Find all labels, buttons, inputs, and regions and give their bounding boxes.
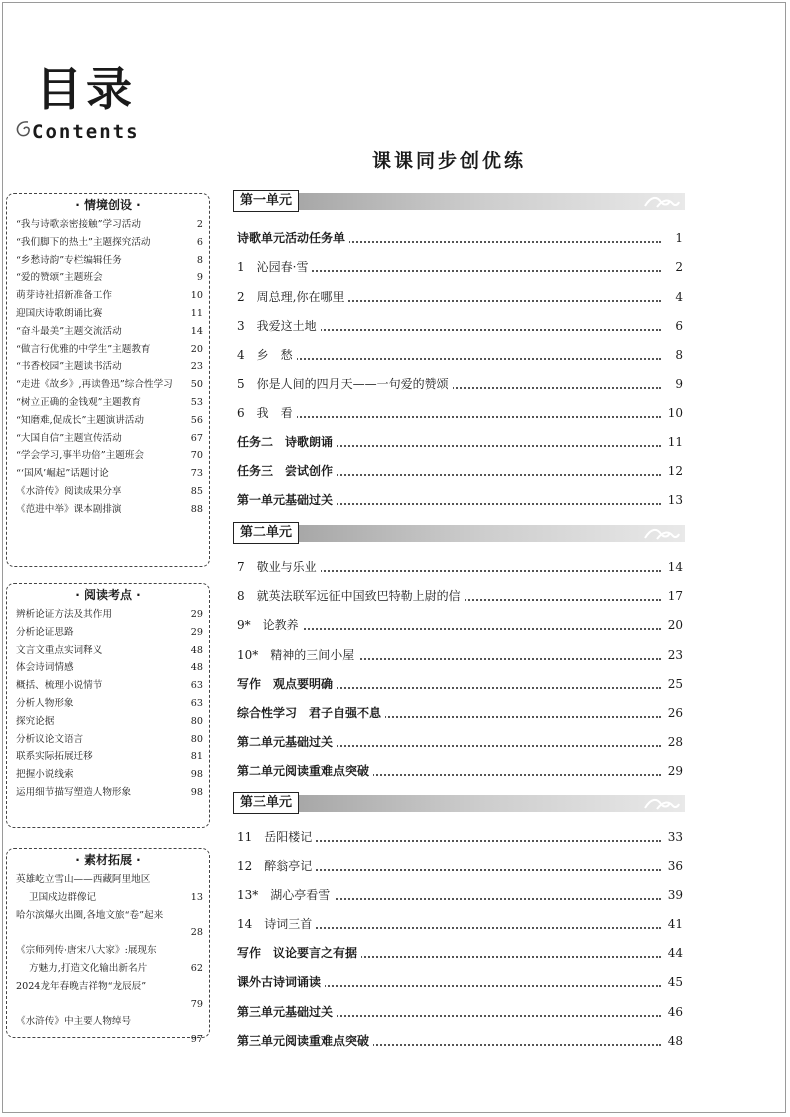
toc-entry-title: 第三单元阅读重难点突破 xyxy=(237,1034,370,1048)
toc-entry-number: 13* xyxy=(237,888,259,902)
sidebar-entry-continued xyxy=(7,924,209,942)
sidebar-entry-label: “做言行优雅的中学生”主题教育 xyxy=(16,343,151,355)
leader-dots xyxy=(237,416,661,418)
toc-entry-title: 敬业与乐业 xyxy=(256,560,317,574)
sidebar-entry-page: 62 xyxy=(190,962,203,974)
sidebar-entry-label: 把握小说线索 xyxy=(16,769,74,781)
toc-entry[interactable] xyxy=(237,703,683,723)
toc-entry-label xyxy=(237,403,297,423)
toc-entry-page: 44 xyxy=(664,943,683,963)
sidebar-entry-continued xyxy=(7,996,209,1014)
sidebar-entry[interactable] xyxy=(7,659,209,677)
toc-entry-page: 46 xyxy=(664,1002,683,1022)
sidebar-entry-label: 《水浒传》阅读成果分享 xyxy=(16,485,122,497)
unit-header-bar xyxy=(233,193,685,210)
toc-entry-number: 12 xyxy=(237,859,253,873)
sidebar-entry-continued xyxy=(7,889,209,907)
toc-entry-title: 就英法联军远征中国致巴特勒上尉的信 xyxy=(256,589,461,603)
toc-entry-page: 48 xyxy=(664,1031,683,1051)
toc-entry[interactable] xyxy=(237,615,683,635)
sidebar-entry-page: 85 xyxy=(190,485,203,497)
toc-entry-page: 8 xyxy=(671,345,683,365)
sidebar-entry-page: 8 xyxy=(196,254,203,266)
sidebar-entry-label: 文言文重点实词释义 xyxy=(16,644,103,656)
toc-entry[interactable] xyxy=(237,885,683,905)
toc-entry-page: 10 xyxy=(664,403,683,423)
situation-box-title: · 情境创设 · xyxy=(75,198,141,212)
toc-entry-page: 17 xyxy=(664,586,683,606)
sidebar-entry-page: 14 xyxy=(190,325,203,337)
unit-header-bar xyxy=(233,525,685,542)
sidebar-entry[interactable] xyxy=(7,323,209,341)
toc-entry-title: 第一单元基础过关 xyxy=(237,493,334,507)
sidebar-entry-label: 哈尔滨爆火出圈,各地文旅“卷”起来 xyxy=(16,909,164,921)
toc-entry[interactable] xyxy=(237,674,683,694)
toc-entry-number: 4 xyxy=(237,348,245,362)
toc-entry-page: 11 xyxy=(664,432,683,452)
sidebar-entry-page: 13 xyxy=(190,891,203,903)
toc-entry-title: 综合性学习 君子自强不息 xyxy=(237,706,382,720)
sidebar-entry-label: 《水浒传》中主要人物绰号 xyxy=(16,1016,132,1028)
sidebar-entry-label: 分析论证思路 xyxy=(16,626,74,638)
toc-entry-title: 你是人间的四月天——一句爱的赞颂 xyxy=(256,377,449,391)
toc-entry-number: 1 xyxy=(237,260,245,274)
sidebar-entry[interactable] xyxy=(7,216,209,234)
wave-ornament-icon xyxy=(643,794,681,812)
toc-entry-title: 第二单元基础过关 xyxy=(237,735,334,749)
sidebar-entry-label: 2024龙年春晚吉祥物“龙辰辰” xyxy=(16,980,147,992)
toc-entry-page: 13 xyxy=(664,490,683,510)
toc-entry-title: 醉翁亭记 xyxy=(264,859,313,873)
sidebar-entry-label: “我们脚下的热土”主题探究活动 xyxy=(16,236,151,248)
sidebar-entry-label: 迎国庆诗歌朗诵比赛 xyxy=(16,307,103,319)
sidebar-entry-page: 6 xyxy=(196,236,203,248)
sidebar-entry-label-continued: 方魅力,打造文化输出新名片 xyxy=(29,962,148,974)
sidebar-entry-page: 48 xyxy=(190,662,203,674)
toc-entry-page: 23 xyxy=(664,645,683,665)
sidebar-entry-label: 概括、梳理小说情节 xyxy=(16,680,103,692)
toc-entry-title: 沁园春·雪 xyxy=(256,260,309,274)
sidebar-entry[interactable] xyxy=(7,606,209,624)
toc-entry-title: 写作 议论要言之有据 xyxy=(237,946,358,960)
page-title: 目录 xyxy=(36,62,136,116)
sidebar-entry-label: “书香校园”主题读书活动 xyxy=(16,361,122,373)
sidebar-entry[interactable] xyxy=(7,394,209,412)
toc-entry-number: 6 xyxy=(237,406,245,420)
sidebar-entry-page: 23 xyxy=(190,361,203,373)
sidebar-entry-label: 辨析论证方法及其作用 xyxy=(16,609,112,620)
toc-entry-number: 10* xyxy=(237,648,259,662)
sidebar-entry-page: 11 xyxy=(190,307,203,319)
sidebar-entry[interactable] xyxy=(7,305,209,323)
toc-entry-number: 14 xyxy=(237,917,253,931)
page-subtitle: Contents xyxy=(32,121,140,143)
toc-entry[interactable] xyxy=(237,403,683,423)
sidebar-entry-continued xyxy=(7,960,209,978)
toc-entry-label xyxy=(237,316,321,336)
sidebar-entry-page: 73 xyxy=(190,468,203,480)
sidebar-entry-label: “学会学习,事半功倍”主题班会 xyxy=(16,450,144,462)
toc-entry-page: 14 xyxy=(664,557,683,577)
sidebar-entry[interactable] xyxy=(7,483,209,501)
toc-entry-label xyxy=(237,228,349,248)
sidebar-entry-label: “爱的赞颂”主题班会 xyxy=(16,272,103,284)
toc-entry[interactable] xyxy=(237,856,683,876)
sidebar-entry[interactable] xyxy=(7,748,209,766)
toc-entry-title: 我 看 xyxy=(256,406,293,420)
toc-entry-page: 39 xyxy=(664,885,683,905)
toc-entry-page: 41 xyxy=(664,914,683,934)
toc-entry[interactable] xyxy=(237,374,683,394)
toc-entry-label xyxy=(237,943,361,963)
toc-entry-page: 45 xyxy=(664,972,683,992)
sidebar-entry[interactable] xyxy=(7,642,209,660)
unit-label: 第一单元 xyxy=(233,190,299,212)
toc-entry[interactable] xyxy=(237,345,683,365)
sidebar-entry[interactable] xyxy=(7,731,209,749)
sidebar-entry-page: 97 xyxy=(190,1034,203,1046)
toc-entry-label xyxy=(237,972,325,992)
sidebar-entry[interactable] xyxy=(7,447,209,465)
wave-ornament-icon xyxy=(643,524,681,542)
unit-header-bar xyxy=(233,795,685,812)
sidebar-entry[interactable] xyxy=(7,871,209,889)
toc-entry-label xyxy=(237,615,303,635)
toc-entry-page: 4 xyxy=(671,287,683,307)
toc-entry-page: 12 xyxy=(664,461,683,481)
toc-entry-title: 写作 观点要明确 xyxy=(237,677,334,691)
toc-entry[interactable] xyxy=(237,257,683,277)
sidebar-entry-continued xyxy=(7,1031,209,1049)
toc-entry-title: 诗词三首 xyxy=(264,917,313,931)
sidebar-entry[interactable] xyxy=(7,907,209,925)
sidebar-entry[interactable] xyxy=(7,465,209,483)
toc-entry-label xyxy=(237,856,316,876)
toc-entry-number: 11 xyxy=(237,830,253,844)
sidebar-entry[interactable] xyxy=(7,252,209,270)
reading-box xyxy=(6,583,210,828)
toc-entry[interactable] xyxy=(237,645,683,665)
toc-entry-title: 精神的三间小屋 xyxy=(270,648,355,662)
sidebar-entry[interactable] xyxy=(7,713,209,731)
sidebar-entry-label: 英雄屹立雪山——西藏阿里地区 xyxy=(16,874,151,885)
sidebar-entry-page: 10 xyxy=(190,290,203,302)
sidebar-entry-page: 29 xyxy=(190,626,203,638)
toc-entry-title: 我爱这土地 xyxy=(256,319,317,333)
sidebar-entry[interactable] xyxy=(7,624,209,642)
sidebar-entry[interactable] xyxy=(7,784,209,802)
toc-entry-label xyxy=(237,645,358,665)
sidebar-entry-label: 运用细节描写塑造人物形象 xyxy=(16,786,132,798)
sidebar-entry-label: “乡愁诗韵”专栏编辑任务 xyxy=(16,254,122,266)
sidebar-entry-page: 50 xyxy=(190,379,203,391)
sidebar-entry-label: 探究论据 xyxy=(16,715,55,727)
sidebar-entry-label: 《范进中举》课本剧排演 xyxy=(16,503,122,515)
sidebar-entry-page: 48 xyxy=(190,644,203,656)
sidebar-entry-label: “‘国风’崛起”话题讨论 xyxy=(16,468,109,480)
toc-entry-number: 8 xyxy=(237,589,245,603)
sidebar-entry-page: 20 xyxy=(190,343,203,355)
material-box-title: · 素材拓展 · xyxy=(75,853,141,867)
toc-entry[interactable] xyxy=(237,432,683,452)
toc-entry-label xyxy=(237,374,453,394)
sidebar-entry-page: 70 xyxy=(190,450,203,462)
toc-entry-title: 周总理,你在哪里 xyxy=(256,290,345,304)
sidebar-entry[interactable] xyxy=(7,358,209,376)
toc-entry-label xyxy=(237,557,321,577)
sidebar-entry-label: 联系实际拓展迁移 xyxy=(16,751,93,763)
toc-entry-label xyxy=(237,345,297,365)
toc-entry-label xyxy=(237,914,316,934)
toc-entry[interactable] xyxy=(237,490,683,510)
sidebar-entry-label: 萌芽诗社招新准备工作 xyxy=(16,290,112,302)
sidebar-entry-page: 98 xyxy=(190,786,203,798)
material-box xyxy=(6,848,210,1046)
toc-entry-label xyxy=(237,287,348,307)
sidebar-entry-label: 体会诗词情感 xyxy=(16,662,74,674)
sidebar-entry-label: “树立正确的金钱观”主题教育 xyxy=(16,396,141,408)
toc-entry[interactable] xyxy=(237,914,683,934)
toc-entry-title: 湖心亭看雪 xyxy=(270,888,331,902)
toc-entry[interactable] xyxy=(237,461,683,481)
sidebar-entry-page: 80 xyxy=(190,733,203,745)
sidebar-entry-label-continued: 卫国戍边群像记 xyxy=(29,891,97,903)
toc-entry-label xyxy=(237,674,337,694)
sidebar-entry[interactable] xyxy=(7,430,209,448)
sidebar-entry[interactable] xyxy=(7,501,209,519)
toc-entry-number: 3 xyxy=(237,319,245,333)
sidebar-entry-label: “大国自信”主题宣传活动 xyxy=(16,432,122,444)
toc-entry-label xyxy=(237,827,316,847)
toc-entry-page: 2 xyxy=(671,257,683,277)
unit-label: 第二单元 xyxy=(233,522,299,544)
sidebar-entry-label: 分析议论文语言 xyxy=(16,733,84,745)
toc-entry-label xyxy=(237,1031,373,1051)
toc-entry-title: 第二单元阅读重难点突破 xyxy=(237,764,370,778)
toc-entry-title: 任务二 诗歌朗诵 xyxy=(237,435,334,449)
toc-entry[interactable] xyxy=(237,228,683,248)
sidebar-entry[interactable] xyxy=(7,234,209,252)
leader-dots xyxy=(237,358,661,360)
sidebar-entry-label: 分析人物形象 xyxy=(16,697,74,709)
sidebar-entry[interactable] xyxy=(7,1013,209,1031)
toc-entry-page: 29 xyxy=(664,761,683,781)
sidebar-entry[interactable] xyxy=(7,287,209,305)
toc-entry-label xyxy=(237,490,337,510)
sidebar-entry[interactable] xyxy=(7,942,209,960)
toc-entry[interactable] xyxy=(237,316,683,336)
toc-entry-page: 6 xyxy=(671,316,683,336)
sidebar-entry-page: 63 xyxy=(190,680,203,692)
toc-entry[interactable] xyxy=(237,1002,683,1022)
toc-entry-label xyxy=(237,461,337,481)
toc-entry[interactable] xyxy=(237,287,683,307)
toc-entry-page: 28 xyxy=(664,732,683,752)
toc-entry[interactable] xyxy=(237,557,683,577)
sidebar-entry-page: 79 xyxy=(190,998,203,1010)
sidebar-entry[interactable] xyxy=(7,341,209,359)
sidebar-entry[interactable] xyxy=(7,978,209,996)
sidebar-entry[interactable] xyxy=(7,269,209,287)
sidebar-entry[interactable] xyxy=(7,376,209,394)
toc-entry-title: 第三单元基础过关 xyxy=(237,1005,334,1019)
sidebar-entry-page: 88 xyxy=(190,503,203,515)
sidebar-entry-page: 28 xyxy=(190,927,203,939)
toc-entry-label xyxy=(237,761,373,781)
toc-entry-label xyxy=(237,432,337,452)
toc-entry-label xyxy=(237,586,465,606)
toc-entry-page: 9 xyxy=(671,374,683,394)
sidebar-entry-page: 2 xyxy=(196,219,203,230)
sidebar-entry-page: 53 xyxy=(190,396,203,408)
toc-entry-title: 课外古诗词诵读 xyxy=(237,975,322,989)
toc-entry-page: 1 xyxy=(671,228,683,248)
toc-entry-page: 36 xyxy=(664,856,683,876)
sidebar-entry-page: 80 xyxy=(190,715,203,727)
toc-entry-title: 乡 愁 xyxy=(256,348,293,362)
toc-entry-label xyxy=(237,1002,337,1022)
sidebar-entry-page: 29 xyxy=(190,609,203,620)
sidebar-entry[interactable] xyxy=(7,677,209,695)
unit-header xyxy=(233,522,685,544)
toc-entry-title: 诗歌单元活动任务单 xyxy=(237,231,346,245)
sidebar-entry-page: 67 xyxy=(190,432,203,444)
unit-header xyxy=(233,190,685,212)
sidebar-entry-label: 《宗师列传·唐宋八大家》:展现东 xyxy=(16,945,157,957)
sidebar-entry-page: 9 xyxy=(196,272,203,284)
toc-entry-number: 2 xyxy=(237,290,245,304)
sidebar-entry[interactable] xyxy=(7,412,209,430)
toc-entry-title: 论教养 xyxy=(262,618,299,632)
toc-entry[interactable] xyxy=(237,761,683,781)
toc-entry-label xyxy=(237,257,312,277)
toc-entry[interactable] xyxy=(237,827,683,847)
reading-box-title: · 阅读考点 · xyxy=(75,588,141,602)
toc-entry-page: 25 xyxy=(664,674,683,694)
sidebar-entry-page: 81 xyxy=(190,751,203,763)
sidebar-entry-page: 98 xyxy=(190,769,203,781)
toc-entry[interactable] xyxy=(237,586,683,606)
main-heading: 课课同步创优练 xyxy=(372,150,527,172)
wave-ornament-icon xyxy=(643,192,681,210)
toc-entry-number: 5 xyxy=(237,377,245,391)
toc-entry-page: 33 xyxy=(664,827,683,847)
toc-entry-number: 7 xyxy=(237,560,245,574)
sidebar-entry-page: 56 xyxy=(190,414,203,426)
toc-entry[interactable] xyxy=(237,732,683,752)
toc-entry-title: 任务三 尝试创作 xyxy=(237,464,334,478)
toc-entry-title: 岳阳楼记 xyxy=(264,830,313,844)
sidebar-entry-label: “知磨难,促成长”主题演讲活动 xyxy=(16,414,144,426)
unit-header xyxy=(233,792,685,814)
unit-label: 第三单元 xyxy=(233,792,299,814)
sidebar-entry-page: 63 xyxy=(190,697,203,709)
toc-entry-label xyxy=(237,885,334,905)
toc-entry[interactable] xyxy=(237,1031,683,1051)
sidebar-entry-label: “奋斗最美”主题交流活动 xyxy=(16,325,122,337)
toc-entry[interactable] xyxy=(237,943,683,963)
toc-entry[interactable] xyxy=(237,972,683,992)
sidebar-entry-label: “走进《故乡》,再读鲁迅”综合性学习 xyxy=(16,379,173,391)
toc-entry-label xyxy=(237,732,337,752)
toc-entry-page: 26 xyxy=(664,703,683,723)
sidebar-entry[interactable] xyxy=(7,695,209,713)
toc-entry-label xyxy=(237,703,385,723)
toc-entry-page: 20 xyxy=(664,615,683,635)
sidebar-entry[interactable] xyxy=(7,766,209,784)
situation-box xyxy=(6,193,210,567)
toc-entry-number: 9* xyxy=(237,618,251,632)
sidebar-entry-label: “我与诗歌亲密接触”学习活动 xyxy=(16,219,141,230)
